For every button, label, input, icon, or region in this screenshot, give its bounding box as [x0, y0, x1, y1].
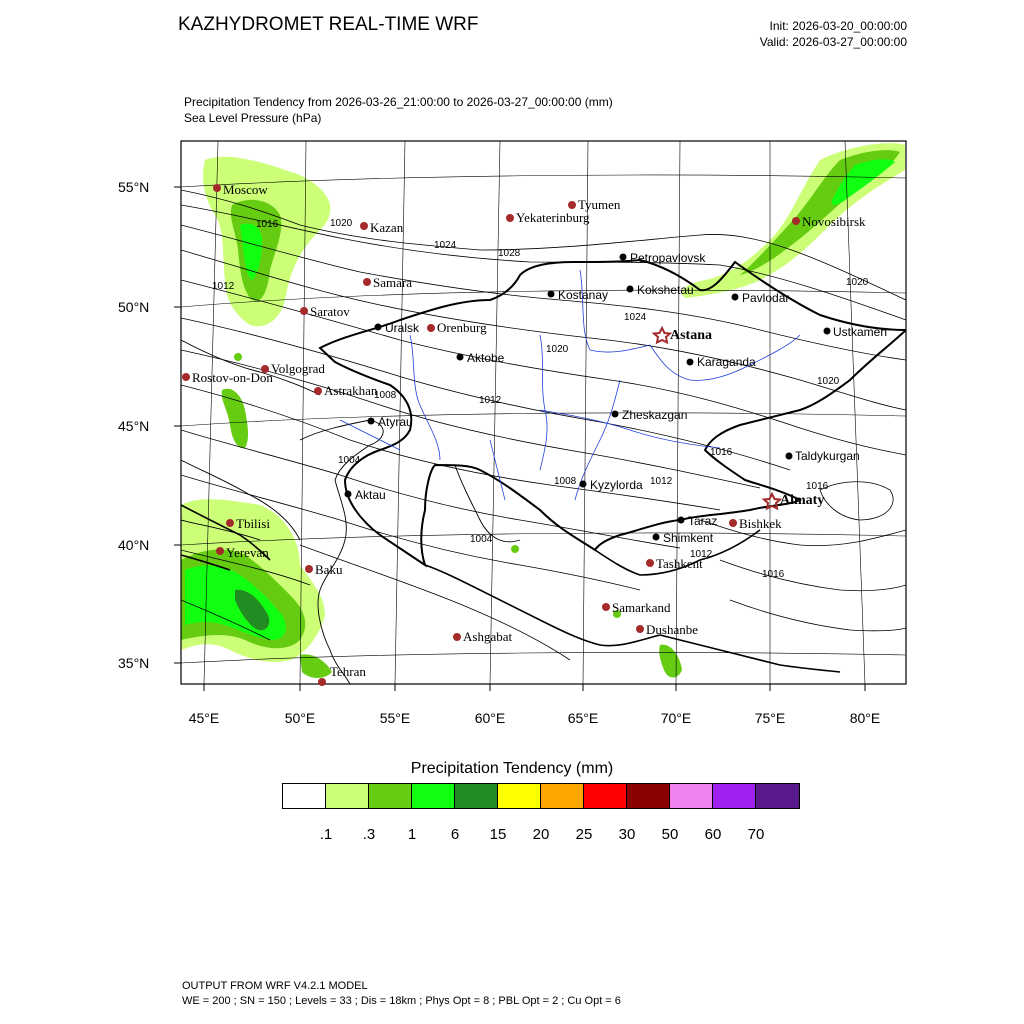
city-marker [602, 603, 610, 611]
legend-tick-label: 50 [661, 826, 679, 843]
legend-swatch [369, 784, 412, 808]
legend-tick-label: 6 [450, 826, 460, 843]
city-label: Moscow [223, 182, 268, 197]
city-label: Volgograd [271, 361, 325, 376]
city-marker [620, 254, 627, 261]
city-label: Rostov-on-Don [192, 370, 273, 385]
isobar-label: 1012 [212, 281, 235, 292]
city-label: Karaganda [697, 355, 756, 369]
city-marker [182, 373, 190, 381]
city-label: Kostanay [558, 288, 609, 302]
isobar-label: 1008 [554, 476, 577, 487]
city-marker [213, 184, 221, 192]
legend-title: Precipitation Tendency (mm) [410, 760, 614, 777]
city-label: Ustkamen [833, 325, 888, 339]
city-label: Novosibirsk [802, 214, 866, 229]
legend-tick-label: 1 [407, 826, 417, 843]
legend-tick-label: 15 [489, 826, 507, 843]
lon-label: 60°E [474, 710, 506, 726]
isobar-label: 1016 [710, 447, 733, 458]
color-legend-bar [282, 783, 800, 809]
legend-swatch [455, 784, 498, 808]
city-marker [363, 278, 371, 286]
city-label: Baku [315, 562, 343, 577]
city-label: Aktobe [467, 351, 505, 365]
legend-swatch [541, 784, 584, 808]
city-label: Orenburg [437, 320, 487, 335]
isobar-label: 1016 [256, 219, 279, 230]
city-label: Samara [373, 275, 412, 290]
city-label: Taraz [688, 514, 718, 528]
legend-tick-label: .3 [362, 826, 376, 843]
isobar-label: 1016 [806, 481, 829, 492]
city-marker [453, 633, 461, 641]
city-label: Atyrau [378, 415, 413, 429]
city-label: Astrakhan [324, 383, 378, 398]
city-marker [612, 411, 619, 418]
isobar-label: 1024 [624, 312, 647, 323]
legend-swatch [713, 784, 756, 808]
city-label: Yekaterinburg [516, 210, 590, 225]
isobar-label: 1020 [817, 376, 840, 387]
isobar-label: 1020 [546, 344, 569, 355]
legend-tick-label: .1 [319, 826, 333, 843]
city-label: Petropavlovsk [630, 251, 706, 265]
init-time: Init: 2026-03-20_00:00:00 [769, 19, 907, 33]
capital-label: Almaty [780, 493, 825, 508]
legend-swatch [283, 784, 326, 808]
city-label: Yerevan [226, 545, 269, 560]
lat-label: 40°N [118, 537, 150, 553]
valid-time: Valid: 2026-03-27_00:00:00 [759, 35, 907, 49]
city-label: Ashgabat [463, 629, 513, 644]
city-marker [687, 359, 694, 366]
city-marker [368, 418, 375, 425]
lat-label: 45°N [118, 418, 150, 434]
city-marker [318, 678, 326, 686]
legend-swatch [498, 784, 541, 808]
legend-tick-label: 60 [704, 826, 722, 843]
city-label: Saratov [310, 304, 350, 319]
city-marker [678, 517, 685, 524]
city-marker [568, 201, 576, 209]
legend-tick-label: 70 [747, 826, 765, 843]
legend-tick-label: 25 [575, 826, 593, 843]
legend-swatch [627, 784, 670, 808]
city-marker [375, 324, 382, 331]
field-description-slp: Sea Level Pressure (hPa) [184, 111, 322, 125]
legend-swatch [670, 784, 713, 808]
city-label: Zheskazgan [622, 408, 688, 422]
city-marker [824, 328, 831, 335]
isobar-label: 1024 [434, 240, 457, 251]
lat-label: 50°N [118, 299, 150, 315]
city-marker [792, 217, 800, 225]
legend-tick-label: 30 [618, 826, 636, 843]
legend-tick-label: 20 [532, 826, 550, 843]
city-label: Taldykurgan [795, 449, 860, 463]
isobar-label: 1020 [330, 218, 353, 229]
city-label: Kazan [370, 220, 404, 235]
city-marker [216, 547, 224, 555]
lat-label: 35°N [118, 655, 150, 671]
city-label: Samarkand [612, 600, 671, 615]
city-marker [506, 214, 514, 222]
city-label: Bishkek [739, 516, 782, 531]
city-marker [732, 294, 739, 301]
city-marker [226, 519, 234, 527]
isobar-label: 1008 [374, 390, 397, 401]
city-marker [457, 354, 464, 361]
city-label: Kyzylorda [590, 478, 643, 492]
lon-label: 65°E [567, 710, 599, 726]
city-label: Uralsk [385, 321, 420, 335]
legend-swatch [326, 784, 369, 808]
city-label: Dushanbe [646, 622, 698, 637]
city-label: Aktau [355, 488, 386, 502]
lat-label: 55°N [118, 179, 150, 195]
city-marker [548, 291, 555, 298]
city-label: Tashkent [656, 556, 703, 571]
isobar-label: 1016 [762, 569, 785, 580]
city-marker [627, 286, 634, 293]
isobar-label: 1004 [470, 534, 493, 545]
lon-label: 55°E [379, 710, 411, 726]
isobar-label: 1020 [846, 277, 869, 288]
legend-swatch [756, 784, 799, 808]
isobar-label: 1012 [479, 395, 502, 406]
city-label: Kokshetau [637, 283, 694, 297]
city-marker [729, 519, 737, 527]
city-marker [636, 625, 644, 633]
city-marker [300, 307, 308, 315]
city-label: Tehran [330, 664, 366, 679]
city-label: Tyumen [578, 197, 621, 212]
capital-label: Astana [670, 328, 713, 343]
city-marker [345, 491, 352, 498]
city-marker [786, 453, 793, 460]
legend-swatch [584, 784, 627, 808]
lon-label: 50°E [284, 710, 316, 726]
city-label: Tbilisi [236, 516, 270, 531]
city-label: Shimkent [663, 531, 714, 545]
city-marker [427, 324, 435, 332]
lon-label: 70°E [660, 710, 692, 726]
model-config: WE = 200 ; SN = 150 ; Levels = 33 ; Dis = 18km ; Phys Opt = 8 ; PBL Opt = 2 ; Cu Opt = 6 [182, 995, 621, 1007]
city-marker [305, 565, 313, 573]
city-label: Pavlodar [742, 291, 790, 305]
field-description-precip: Precipitation Tendency from 2026-03-26_21:00:00 to 2026-03-27_00:00:00 (mm) [184, 95, 613, 109]
model-info: OUTPUT FROM WRF V4.2.1 MODEL [182, 980, 368, 992]
lon-label: 80°E [849, 710, 881, 726]
city-marker [314, 387, 322, 395]
isobar-label: 1028 [498, 248, 521, 259]
legend-swatch [412, 784, 455, 808]
lon-label: 45°E [188, 710, 220, 726]
isobar-label: 1012 [650, 476, 673, 487]
isobar-label: 1004 [338, 455, 361, 466]
map-title: KAZHYDROMET REAL-TIME WRF [178, 14, 479, 35]
isobar-label: 1012 [690, 549, 713, 560]
city-marker [653, 534, 660, 541]
city-marker [580, 481, 587, 488]
city-marker [360, 222, 368, 230]
lon-label: 75°E [754, 710, 786, 726]
city-marker [646, 559, 654, 567]
